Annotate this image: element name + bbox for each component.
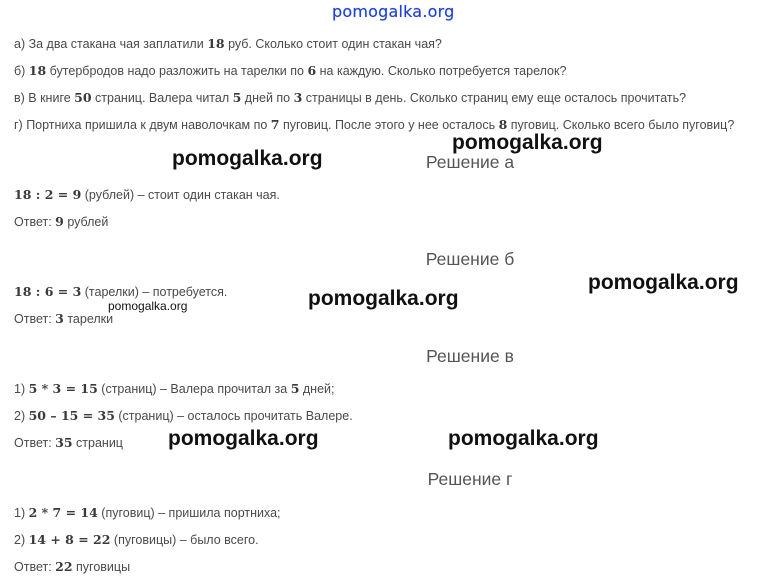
number: 8 bbox=[498, 117, 508, 132]
problem-text: дней по bbox=[241, 91, 294, 105]
solution-d-step2 bbox=[14, 532, 259, 548]
watermark: pomogalka.org bbox=[588, 271, 739, 294]
step-number: 1) bbox=[14, 382, 29, 396]
problem-d bbox=[14, 117, 734, 133]
problem-text: пуговиц. Сколько всего было пуговиц? bbox=[507, 118, 735, 132]
step-number: 2) bbox=[14, 409, 29, 423]
step-text: (тарелки) – потребуется. bbox=[81, 285, 228, 299]
solution-d-heading: Решение г bbox=[427, 469, 513, 489]
answer-unit: рублей bbox=[63, 215, 109, 229]
solution-d-step1 bbox=[14, 505, 281, 521]
answer-label: Ответ: bbox=[14, 215, 56, 229]
watermark: pomogalka.org bbox=[308, 287, 459, 310]
expression: 5 * 3 = 15 bbox=[28, 381, 98, 396]
answer-label: Ответ: bbox=[14, 312, 56, 326]
step-text: (рублей) – стоит один стакан чая. bbox=[81, 188, 280, 202]
step-number: 2) bbox=[14, 533, 29, 547]
answer-unit: тарелки bbox=[63, 312, 114, 326]
expression: 18 : 2 = 9 bbox=[14, 187, 82, 202]
answer-label: Ответ: bbox=[14, 436, 56, 450]
problem-text: на каждую. Сколько потребуется тарелок? bbox=[316, 64, 567, 78]
step-text: (страниц) – Валера прочитал за bbox=[97, 382, 291, 396]
problem-b bbox=[14, 63, 566, 79]
problem-c bbox=[14, 90, 686, 106]
step-text: дней; bbox=[299, 382, 335, 396]
solution-c-heading: Решение в bbox=[426, 346, 514, 366]
step-number: 1) bbox=[14, 506, 29, 520]
solution-b-answer bbox=[14, 311, 113, 327]
solution-a-heading: Решение а bbox=[425, 152, 515, 172]
answer-unit: пуговицы bbox=[72, 560, 131, 574]
number: 3 bbox=[293, 90, 303, 105]
step-text: (страниц) – осталось прочитать Валере. bbox=[114, 409, 353, 423]
answer-unit: страниц bbox=[72, 436, 123, 450]
watermark-small: pomogalka.org bbox=[108, 299, 188, 313]
answer-value: 22 bbox=[55, 559, 73, 574]
solution-c-answer bbox=[14, 435, 123, 451]
step-text: (пуговиц) – пришила портниха; bbox=[97, 506, 281, 520]
watermark: pomogalka.org bbox=[172, 147, 323, 170]
watermark: pomogalka.org bbox=[452, 131, 603, 154]
problem-text: страниц. Валера читал bbox=[91, 91, 233, 105]
solution-c-step1 bbox=[14, 381, 334, 397]
solution-a-step1 bbox=[14, 187, 280, 203]
expression: 18 : 6 = 3 bbox=[14, 284, 82, 299]
number: 18 bbox=[28, 63, 47, 78]
number: 5 bbox=[290, 381, 300, 396]
number: 5 bbox=[232, 90, 242, 105]
problem-text: страницы в день. Сколько страниц ему еще осталось прочитать? bbox=[302, 91, 687, 105]
problem-text: руб. Сколько стоит один стакан чая? bbox=[224, 37, 442, 51]
solution-a-answer bbox=[14, 214, 108, 230]
answer-value: 9 bbox=[55, 214, 64, 229]
solution-c-step2 bbox=[14, 408, 353, 424]
step-text: (пуговицы) – было всего. bbox=[110, 533, 259, 547]
answer-value: 3 bbox=[55, 311, 64, 326]
site-logo[interactable]: pomogalka.org bbox=[332, 2, 455, 21]
solution-b-step1 bbox=[14, 284, 227, 300]
answer-value: 35 bbox=[55, 435, 73, 450]
number: 6 bbox=[307, 63, 317, 78]
watermark: pomogalka.org bbox=[448, 427, 599, 450]
problem-a bbox=[14, 36, 442, 52]
problem-text: а) За два стакана чая заплатили bbox=[14, 37, 208, 51]
expression: 50 – 15 = 35 bbox=[28, 408, 115, 423]
number: 50 bbox=[74, 90, 92, 105]
problem-text: пуговиц. После этого у нее осталось bbox=[279, 118, 499, 132]
watermark: pomogalka.org bbox=[168, 427, 319, 450]
problem-text: б) bbox=[14, 64, 29, 78]
expression: 14 + 8 = 22 bbox=[28, 532, 111, 547]
number: 7 bbox=[270, 117, 280, 132]
problem-text: г) Портниха пришила к двум наволочкам по bbox=[14, 118, 271, 132]
problem-text: бутербродов надо разложить на тарелки по bbox=[46, 64, 308, 78]
solution-b-heading: Решение б bbox=[425, 249, 515, 269]
number: 18 bbox=[207, 36, 225, 51]
answer-label: Ответ: bbox=[14, 560, 56, 574]
solution-d-answer bbox=[14, 559, 130, 575]
problem-text: в) В книге bbox=[14, 91, 75, 105]
expression: 2 * 7 = 14 bbox=[28, 505, 98, 520]
